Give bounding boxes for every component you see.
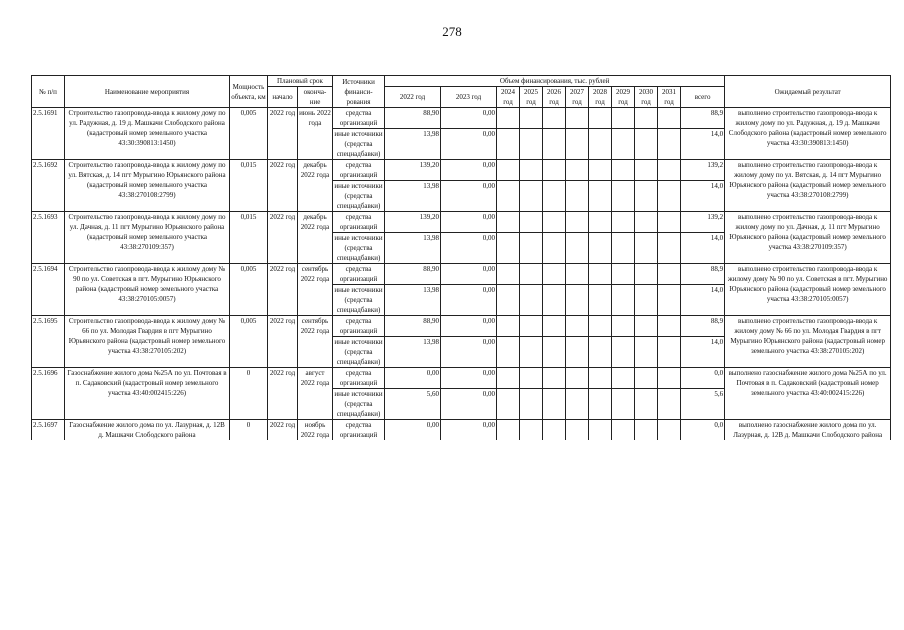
- header-year: 2025 год: [520, 87, 543, 108]
- value-empty: [520, 285, 543, 316]
- value-empty: [635, 129, 658, 160]
- value-empty: [658, 368, 681, 389]
- value-empty: [658, 316, 681, 337]
- row-start: 2022 год: [268, 264, 298, 316]
- value-empty: [612, 160, 635, 181]
- row-result: выполнено газоснабжение жилого дома №25А по ул. Почтовая в п. Садаковский (кадастровый номер земельного участка 43:40:002415:226): [725, 368, 891, 420]
- header-year: 2026 год: [543, 87, 566, 108]
- value-empty: [543, 264, 566, 285]
- value-empty: [658, 212, 681, 233]
- value-empty: [497, 212, 520, 233]
- value-empty: [612, 368, 635, 389]
- value-2022: 5,60: [385, 389, 441, 420]
- row-power: 0,015: [230, 212, 268, 264]
- row-name: Газоснабжение жилого дома №25А по ул. Почтовая в п. Садаковский (кадастровый номер земельного участка 43:40:002415:226): [65, 368, 230, 420]
- value-empty: [635, 285, 658, 316]
- row-source: иные источники (средства спецнадбавки): [334, 130, 383, 158]
- value-empty: [658, 108, 681, 129]
- value-total: 139,2: [681, 212, 725, 233]
- value-empty: [543, 389, 566, 420]
- value-empty: [543, 337, 566, 368]
- row-source: средства организаций: [333, 212, 385, 233]
- value-empty: [497, 233, 520, 264]
- value-empty: [589, 160, 612, 181]
- row-number: 2.5.1694: [32, 264, 65, 316]
- row-end: декабрь 2022 года: [298, 212, 333, 264]
- value-total: 88,9: [681, 108, 725, 129]
- table-row: [32, 108, 891, 129]
- row-name: Строительство газопровода-ввода к жилому дому № 66 по ул. Молодая Гвардия в пгт Мурыгино Юрьянского района (кадастровый номер земельного участка 43:38:270105:202): [65, 316, 230, 368]
- value-empty: [658, 181, 681, 212]
- value-empty: [497, 316, 520, 337]
- value-empty: [612, 285, 635, 316]
- value-empty: [612, 420, 635, 441]
- value-empty: [497, 108, 520, 129]
- header-year: 2023 год: [441, 87, 497, 108]
- value-empty: [566, 285, 589, 316]
- row-end: июнь 2022 года: [298, 108, 333, 160]
- value-empty: [635, 337, 658, 368]
- value-empty: [589, 368, 612, 389]
- header-num: № п/п: [32, 76, 65, 108]
- value-empty: [589, 129, 612, 160]
- value-empty: [520, 316, 543, 337]
- value-2023: 0,00: [441, 108, 497, 129]
- value-empty: [566, 212, 589, 233]
- table-row: [32, 212, 891, 233]
- value-empty: [566, 389, 589, 420]
- row-start: 2022 год: [268, 316, 298, 368]
- header-year: 2022 год: [385, 87, 441, 108]
- row-power: 0: [230, 420, 268, 441]
- value-empty: [520, 337, 543, 368]
- row-source: средства организаций: [333, 368, 385, 389]
- funding-table: [31, 75, 891, 440]
- row-end: сентябрь 2022 года: [298, 264, 333, 316]
- value-empty: [658, 264, 681, 285]
- value-2023: 0,00: [441, 285, 497, 316]
- value-empty: [589, 233, 612, 264]
- value-empty: [497, 129, 520, 160]
- value-empty: [566, 337, 589, 368]
- row-source: средства организаций: [333, 160, 385, 181]
- value-empty: [497, 264, 520, 285]
- value-2023: 0,00: [441, 420, 497, 441]
- header-start: начало: [268, 87, 298, 108]
- value-2023: 0,00: [441, 264, 497, 285]
- value-empty: [589, 212, 612, 233]
- header-power: Мощность объекта, км: [230, 76, 268, 108]
- row-end: ноябрь 2022 года: [298, 420, 333, 441]
- value-total: 88,9: [681, 264, 725, 285]
- value-2023: 0,00: [441, 233, 497, 264]
- value-empty: [589, 285, 612, 316]
- value-empty: [589, 420, 612, 441]
- value-empty: [566, 264, 589, 285]
- row-start: 2022 год: [268, 212, 298, 264]
- value-2023: 0,00: [441, 181, 497, 212]
- row-power: 0,015: [230, 160, 268, 212]
- table-row: [32, 420, 891, 441]
- row-number: 2.5.1695: [32, 316, 65, 368]
- value-2023: 0,00: [441, 129, 497, 160]
- value-total: 0,0: [681, 420, 725, 441]
- value-empty: [520, 160, 543, 181]
- header-row: [32, 76, 891, 87]
- header-year: 2029 год: [612, 87, 635, 108]
- value-empty: [520, 420, 543, 441]
- row-end: декабрь 2022 года: [298, 160, 333, 212]
- row-source: средства организаций: [333, 420, 385, 441]
- value-empty: [589, 316, 612, 337]
- value-2023: 0,00: [441, 160, 497, 181]
- value-total: 14,0: [681, 129, 725, 160]
- value-empty: [543, 108, 566, 129]
- row-number: 2.5.1693: [32, 212, 65, 264]
- value-2023: 0,00: [441, 212, 497, 233]
- value-empty: [658, 129, 681, 160]
- row-result: выполнено строительство газопровода-ввода к жилому дому по ул. Радужная, д. 19 д. Машкачи Слободского района (кадастровый номер земельного участка 43:30:390813:1450): [725, 108, 891, 160]
- value-empty: [497, 337, 520, 368]
- value-empty: [635, 368, 658, 389]
- header-funding: Объем финансирования, тыс. рублей: [385, 76, 725, 87]
- row-result: выполнено строительство газопровода-ввода к жилому дому № 66 по ул. Молодая Гвардия в пгт Мурыгино Юрьянского района (кадастровый номер земельного участка 43:38:270105:202): [725, 316, 891, 368]
- value-empty: [543, 181, 566, 212]
- value-empty: [589, 181, 612, 212]
- value-2022: 0,00: [385, 420, 441, 441]
- row-number: 2.5.1691: [32, 108, 65, 160]
- value-total: 14,0: [681, 285, 725, 316]
- value-empty: [566, 108, 589, 129]
- value-empty: [589, 264, 612, 285]
- value-empty: [543, 316, 566, 337]
- value-empty: [658, 420, 681, 441]
- value-empty: [566, 181, 589, 212]
- row-source: иные источники (средства спецнадбавки): [334, 390, 383, 418]
- header-year: 2027 год: [566, 87, 589, 108]
- value-2022: 139,20: [385, 160, 441, 181]
- row-source: средства организаций: [333, 316, 385, 337]
- row-power: 0: [230, 368, 268, 420]
- row-name: Газоснабжение жилого дома по ул. Лазурная, д. 12В д. Машкачи Слободского района: [65, 420, 230, 441]
- value-empty: [520, 389, 543, 420]
- value-empty: [658, 285, 681, 316]
- value-empty: [520, 264, 543, 285]
- row-name: Строительство газопровода-ввода к жилому дому по ул. Вятская, д. 14 пгт Мурыгино Юрьянского района (кадастровый номер земельного участка 43:38:270108:2799): [65, 160, 230, 212]
- table-row: [32, 368, 891, 389]
- header-name: Наименование мероприятия: [65, 76, 230, 108]
- value-empty: [566, 160, 589, 181]
- value-empty: [612, 108, 635, 129]
- value-empty: [543, 160, 566, 181]
- value-total: 14,0: [681, 233, 725, 264]
- table-row: [32, 316, 891, 337]
- value-empty: [543, 368, 566, 389]
- header-year: 2031 год: [658, 87, 681, 108]
- value-2022: 0,00: [385, 368, 441, 389]
- value-empty: [520, 181, 543, 212]
- row-result: выполнено строительство газопровода-ввода к жилому дому по ул. Дачная, д. 11 пгт Мурыгино Юрьянского района (кадастровый номер земельного участка 43:38:270109:357): [725, 212, 891, 264]
- value-2022: 13,98: [385, 285, 441, 316]
- value-total: 14,0: [681, 181, 725, 212]
- row-start: 2022 год: [268, 160, 298, 212]
- row-source: иные источники (средства спецнадбавки): [334, 234, 383, 262]
- row-name: Строительство газопровода-ввода к жилому дому по ул. Дачная, д. 11 пгт Мурыгино Юрьянского района (кадастровый номер земельного участка 43:38:270109:357): [65, 212, 230, 264]
- value-empty: [635, 389, 658, 420]
- value-empty: [520, 108, 543, 129]
- header-result: Ожидаемый результат: [725, 76, 891, 108]
- value-empty: [635, 264, 658, 285]
- row-power: 0,005: [230, 316, 268, 368]
- value-2022: 13,98: [385, 181, 441, 212]
- value-empty: [612, 316, 635, 337]
- row-number: 2.5.1697: [32, 420, 65, 441]
- row-source: средства организаций: [333, 108, 385, 129]
- value-empty: [566, 129, 589, 160]
- value-empty: [543, 285, 566, 316]
- row-result: выполнено строительство газопровода-ввода к жилому дому по ул. Вятская, д. 14 пгт Мурыгино Юрьянского района (кадастровый номер земельного участка 43:38:270108:2799): [725, 160, 891, 212]
- page-number: 278: [442, 24, 462, 39]
- header-end: оконча-ние: [298, 87, 333, 108]
- row-number: 2.5.1696: [32, 368, 65, 420]
- row-name: Строительство газопровода-ввода к жилому дому № 90 по ул. Советская в пгт. Мурыгино Юрьянского района (кадастровый номер земельного участка 43:38:270105:0057): [65, 264, 230, 316]
- row-power: 0,005: [230, 108, 268, 160]
- value-empty: [520, 212, 543, 233]
- value-empty: [658, 337, 681, 368]
- value-total: 0,0: [681, 368, 725, 389]
- value-empty: [497, 181, 520, 212]
- value-empty: [612, 337, 635, 368]
- value-empty: [497, 368, 520, 389]
- row-power: 0,005: [230, 264, 268, 316]
- value-2022: 13,98: [385, 233, 441, 264]
- value-empty: [543, 233, 566, 264]
- value-total: 139,2: [681, 160, 725, 181]
- value-empty: [635, 108, 658, 129]
- value-empty: [612, 233, 635, 264]
- value-empty: [612, 264, 635, 285]
- row-start: 2022 год: [268, 368, 298, 420]
- row-source: средства организаций: [333, 264, 385, 285]
- value-empty: [543, 420, 566, 441]
- value-empty: [543, 212, 566, 233]
- value-empty: [612, 212, 635, 233]
- value-2022: 13,98: [385, 129, 441, 160]
- value-empty: [589, 389, 612, 420]
- row-source: иные источники (средства спецнадбавки): [334, 286, 383, 314]
- value-empty: [520, 368, 543, 389]
- header-term: Плановый срок: [268, 76, 333, 87]
- value-total: 88,9: [681, 316, 725, 337]
- value-empty: [635, 233, 658, 264]
- value-empty: [635, 160, 658, 181]
- value-empty: [635, 212, 658, 233]
- value-total: 14,0: [681, 337, 725, 368]
- row-result: выполнено строительство газопровода-ввода к жилому дому № 90 по ул. Советская в пгт. Мурыгино Юрьянского района (кадастровый номер земельного участка 43:38:270105:0057): [725, 264, 891, 316]
- value-2022: 88,90: [385, 264, 441, 285]
- value-2022: 13,98: [385, 337, 441, 368]
- value-2023: 0,00: [441, 316, 497, 337]
- value-empty: [635, 420, 658, 441]
- row-start: 2022 год: [268, 108, 298, 160]
- value-empty: [566, 368, 589, 389]
- value-2023: 0,00: [441, 389, 497, 420]
- value-empty: [497, 160, 520, 181]
- row-source: иные источники (средства спецнадбавки): [334, 182, 383, 210]
- value-empty: [589, 108, 612, 129]
- value-empty: [566, 420, 589, 441]
- row-start: 2022 год: [268, 420, 298, 441]
- value-2022: 139,20: [385, 212, 441, 233]
- value-empty: [635, 181, 658, 212]
- row-result: выполнено газоснабжение жилого дома по ул. Лазурная, д. 12В д. Машкачи Слободского района: [725, 420, 891, 441]
- value-empty: [543, 129, 566, 160]
- row-end: август 2022 года: [298, 368, 333, 420]
- value-empty: [635, 316, 658, 337]
- value-empty: [658, 389, 681, 420]
- row-end: сентябрь 2022 года: [298, 316, 333, 368]
- header-source: Источники финанси-рования: [333, 76, 385, 108]
- value-empty: [612, 389, 635, 420]
- value-empty: [566, 316, 589, 337]
- row-source: иные источники (средства спецнадбавки): [334, 338, 383, 366]
- header-year: всего: [681, 87, 725, 108]
- value-empty: [612, 181, 635, 212]
- value-empty: [612, 129, 635, 160]
- value-empty: [497, 389, 520, 420]
- value-empty: [658, 160, 681, 181]
- value-2022: 88,90: [385, 316, 441, 337]
- row-number: 2.5.1692: [32, 160, 65, 212]
- value-empty: [520, 129, 543, 160]
- header-year: 2030 год: [635, 87, 658, 108]
- value-empty: [658, 233, 681, 264]
- value-2023: 0,00: [441, 368, 497, 389]
- value-empty: [566, 233, 589, 264]
- table-row: [32, 160, 891, 181]
- value-total: 5,6: [681, 389, 725, 420]
- header-year: 2024 год: [497, 87, 520, 108]
- row-name: Строительство газопровода-ввода к жилому дому по ул. Радужная, д. 19 д. Машкачи Слободского района (кадастровый номер земельного участка 43:30:390813:1450): [65, 108, 230, 160]
- value-empty: [497, 420, 520, 441]
- value-2023: 0,00: [441, 337, 497, 368]
- value-2022: 88,90: [385, 108, 441, 129]
- value-empty: [589, 337, 612, 368]
- table-row: [32, 264, 891, 285]
- value-empty: [497, 285, 520, 316]
- value-empty: [520, 233, 543, 264]
- header-year: 2028 год: [589, 87, 612, 108]
